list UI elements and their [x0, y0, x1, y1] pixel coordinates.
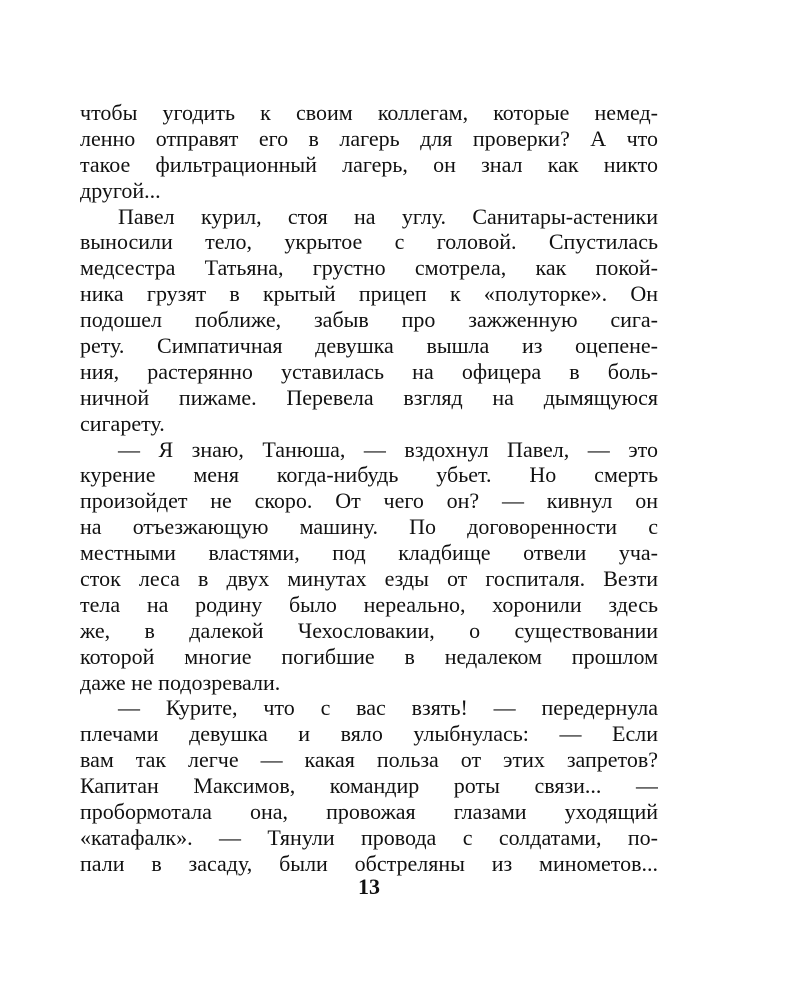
- text-line: сигарету.: [80, 410, 165, 436]
- text-line: произойдет не скоро. От чего он? — кивнул он: [80, 488, 658, 514]
- body-text: [80, 100, 658, 877]
- text-line: пали в засаду, были обстреляны из минометов...: [80, 850, 658, 876]
- text-line: местными властями, под кладбище отвели уча-: [80, 540, 658, 566]
- text-line: подошел поближе, забыв про зажженную сига-: [80, 307, 658, 333]
- text-line: даже не подозревали.: [80, 669, 281, 695]
- text-line: другой...: [80, 177, 161, 203]
- text-line: курение меня когда-нибудь убьет. Но смерть: [80, 462, 658, 488]
- text-line: сток леса в двух минутах езды от госпиталя. Везти: [80, 566, 658, 592]
- book-page: [80, 0, 658, 1000]
- text-line: выносили тело, укрытое с головой. Спустилась: [80, 229, 658, 255]
- text-line: ника грузят в крытый прицеп к «полуторке». Он: [80, 281, 658, 307]
- text-line: ничной пижаме. Перевела взгляд на дымящуюся: [80, 384, 658, 410]
- text-line: которой многие погибшие в недалеком прошлом: [80, 643, 658, 669]
- text-line: такое фильтрационный лагерь, он знал как никто: [80, 151, 658, 177]
- text-line: пробормотала она, провожая глазами уходящий: [80, 799, 658, 825]
- page-number: 13: [358, 874, 380, 899]
- text-line: на отъезжающую машину. По договоренности с: [80, 514, 658, 540]
- text-line: плечами девушка и вяло улыбнулась: — Если: [80, 721, 658, 747]
- text-line: Павел курил, стоя на углу. Санитары-астеники: [118, 203, 658, 229]
- text-line: же, в далекой Чехословакии, о существовании: [80, 617, 658, 643]
- text-line: чтобы угодить к своим коллегам, которые немед-: [80, 100, 658, 125]
- text-line: тела на родину было нереально, хоронили здесь: [80, 591, 658, 617]
- text-line: вам так легче — какая польза от этих запретов?: [80, 747, 658, 773]
- text-line: — Я знаю, Танюша, — вздохнул Павел, — это: [118, 436, 658, 462]
- text-line: ния, растерянно уставилась на офицера в боль-: [80, 358, 658, 384]
- text-line: медсестра Татьяна, грустно смотрела, как покой-: [80, 255, 658, 281]
- text-line: — Курите, что с вас взять! — передернула: [118, 695, 658, 721]
- text-line: рету. Симпатичная девушка вышла из оцепене-: [80, 333, 658, 359]
- text-line: Капитан Максимов, командир роты связи... —: [80, 773, 658, 799]
- text-line: «катафалк». — Тянули провода с солдатами, по-: [80, 824, 658, 850]
- text-line: ленно отправят его в лагерь для проверки? А что: [80, 125, 658, 151]
